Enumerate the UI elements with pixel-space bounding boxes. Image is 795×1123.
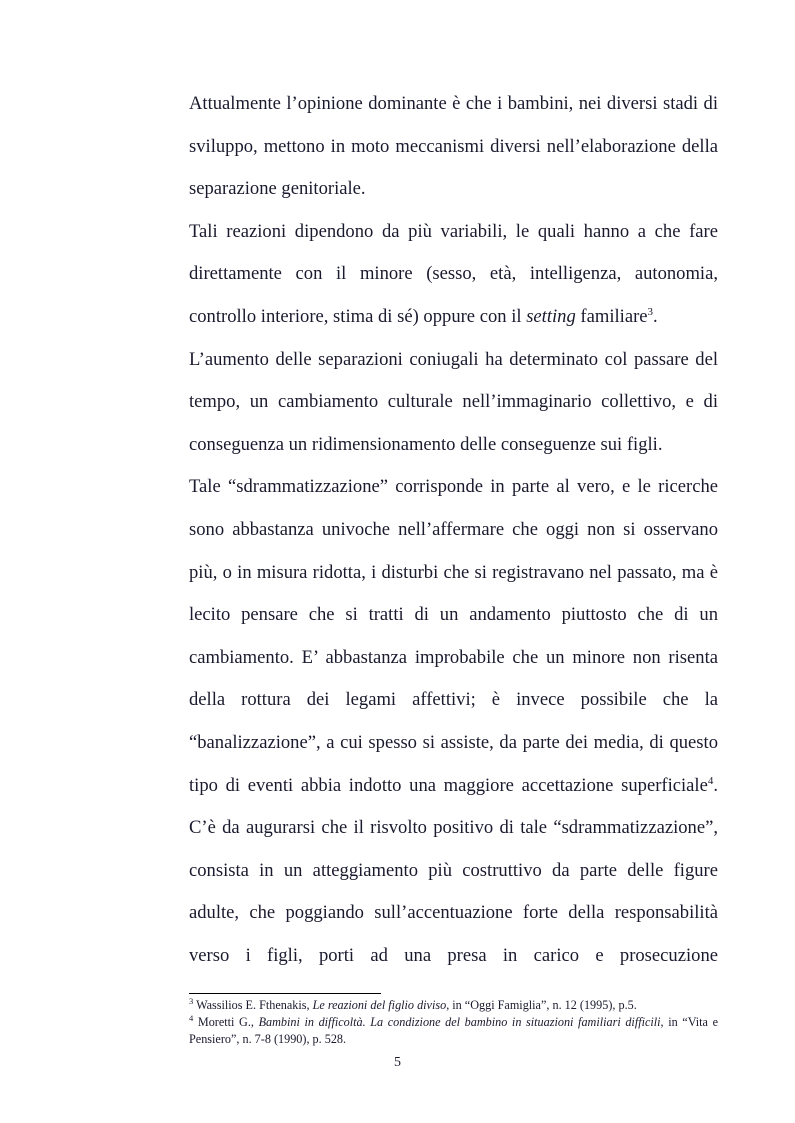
footnote-divider (189, 993, 381, 994)
footnote-3 (189, 997, 718, 1014)
footnote-ref-3[interactable]: 3 (647, 305, 654, 318)
paragraph-2-end: . (653, 305, 658, 327)
paragraph-4-text-b: . C’è da augurarsi che il risvolto positivo di tale “sdrammatizzazione”, consista in un atteggiamento più costruttivo da parte delle figure adulte, che poggiando sull’accentuazione forte della responsabilità verso i figli, porti ad una presa in carico e prosecuzione (189, 774, 718, 966)
footnote-ref-4[interactable]: 4 (707, 774, 714, 787)
footnote-4-title: Bambini in difficoltà. La condizione del bambino in situazioni familiari difficili (258, 1015, 661, 1029)
paragraph-4 (189, 466, 718, 977)
paragraph-1-text: Attualmente l’opinione dominante è che i bambini, nei diversi stadi di sviluppo, mettono in moto meccanismi diversi nell’elaborazione della separazione genitoriale. (189, 93, 718, 200)
footnote-3-author: Wassilios E. Fthenakis, (193, 998, 313, 1012)
footnote-3-title: Le reazioni del figlio diviso (312, 998, 447, 1012)
footnote-4-source: , in “Vita e Pensiero”, n. 7-8 (1990), p. 528. (189, 1015, 718, 1046)
paragraph-2-text-b: familiare (575, 305, 648, 327)
body-text (189, 83, 718, 977)
footnote-3-source: , in “Oggi Famiglia”, n. 12 (1995), p.5. (446, 998, 637, 1012)
setting-italic-term: setting (526, 305, 576, 327)
footnote-4-number: 4 (189, 1012, 194, 1023)
footnotes (189, 997, 718, 1048)
paragraph-3 (189, 339, 718, 467)
footnote-4 (189, 1014, 718, 1048)
footnote-4-author: Moretti G., (193, 1015, 259, 1029)
page-number: 5 (394, 1055, 401, 1070)
paragraph-1 (189, 83, 718, 211)
paragraph-2-text-a: Tali reazioni dipendono da più variabili, le quali hanno a che fare direttamente con il minore (sesso, età, intelligenza, autonomia, controllo interiore, stima di sé) oppure con il (189, 220, 718, 327)
paragraph-2 (189, 211, 718, 339)
paragraph-3-text: L’aumento delle separazioni coniugali ha determinato col passare del tempo, un cambiamento culturale nell’immaginario collettivo, e di conseguenza un ridimensionamento delle conseguenze sui figli. (189, 348, 718, 455)
footnote-3-number: 3 (189, 995, 194, 1006)
paragraph-4-text-a: Tale “sdrammatizzazione” corrisponde in parte al vero, e le ricerche sono abbastanza univoche nell’affermare che oggi non si osservano più, o in misura ridotta, i disturbi che si registravano nel passato, ma è lecito pensare che si tratti di un andamento piuttosto che di un cambiamento. E’ abbastanza improbabile che un minore non risenta della rottura dei legami affettivi; è invece possibile che la “banalizzazione”, a cui spesso si assiste, da parte dei media, di questo tipo di eventi abbia indotto una maggiore accettazione superficiale (189, 476, 718, 796)
